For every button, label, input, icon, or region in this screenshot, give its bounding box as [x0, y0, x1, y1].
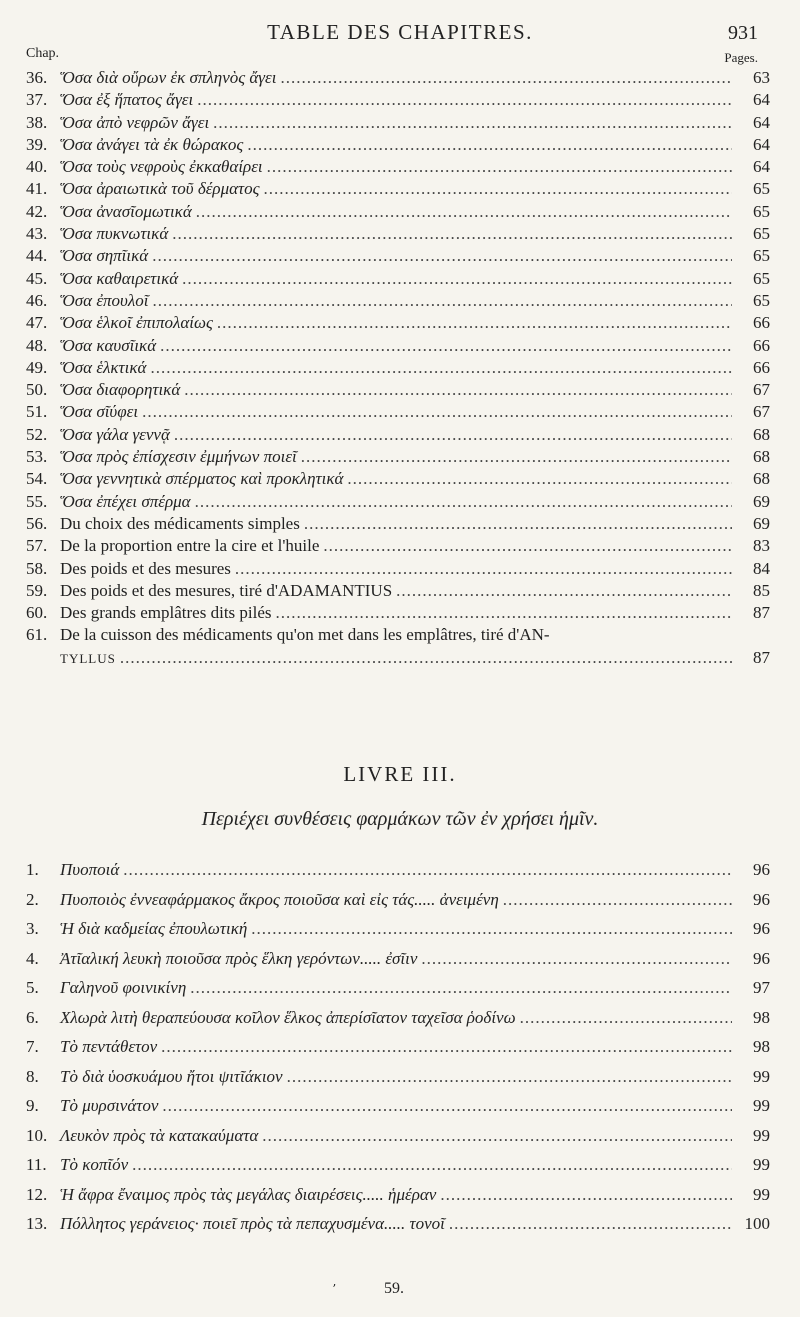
toc-number: 43.: [26, 224, 48, 244]
toc-number: 3.: [26, 919, 39, 938]
toc-page: 64: [753, 112, 770, 132]
toc-page: 99: [753, 1066, 770, 1086]
toc-book3: [26, 860, 770, 1244]
printer-mark: ʼ: [332, 1282, 336, 1296]
pages-label: Pages.: [724, 50, 758, 65]
toc-number: 36.: [26, 68, 48, 87]
toc-leader: [182, 269, 732, 289]
toc-page: 63: [753, 68, 770, 87]
toc-title: Ὅσα ἑλκοῖ ἐπιπολαίως: [60, 313, 213, 333]
toc-title: Τὸ μυρσινάτον: [60, 1096, 159, 1115]
toc-row: [26, 648, 770, 668]
toc-number: 41.: [26, 179, 48, 199]
toc-number: 4.: [26, 948, 39, 968]
toc-leader: [162, 1096, 732, 1116]
toc-title: Ὅσα διαφορητικά: [60, 380, 181, 400]
toc-number: 10.: [26, 1125, 48, 1145]
toc-title: Χλωρὰ λιτὴ θεραπεύουσα κοῖλον ἕλκος ἀπερίσῖατον ταχεῖσα ῥοδίνω: [60, 1007, 516, 1027]
toc-number: 2.: [26, 889, 39, 909]
toc-row: [26, 291, 770, 313]
toc-leader: [304, 514, 732, 534]
toc-leader: [120, 648, 732, 668]
toc-title: Ὅσα σῖύφει: [60, 402, 139, 422]
toc-number: 8.: [26, 1066, 39, 1086]
toc-title: Τὸ διὰ ὑοσκυάμου ἤτοι ψιτῖάκιον: [60, 1066, 283, 1086]
signature-mark: 59.: [384, 1280, 404, 1297]
toc-leader: [276, 603, 732, 623]
toc-title: Τὸ πεντάθετον: [60, 1037, 158, 1056]
toc-row: [26, 1155, 770, 1185]
toc-row: [26, 135, 770, 157]
toc-leader: [150, 358, 732, 378]
toc-page: 65: [753, 224, 770, 244]
toc-page: 65: [753, 179, 770, 199]
toc-page: 64: [753, 157, 770, 177]
toc-number: 5.: [26, 978, 39, 997]
toc-row: [26, 1067, 770, 1097]
toc-number: 46.: [26, 290, 48, 310]
toc-leader: [520, 1008, 732, 1028]
toc-number: 55.: [26, 491, 48, 511]
toc-number: 47.: [26, 313, 48, 333]
toc-title: Λευκὸν πρὸς τὰ κατακαύματα: [60, 1125, 259, 1145]
toc-page: 84: [753, 558, 770, 578]
toc-title: Ὅσα καυσῖικά: [60, 335, 157, 355]
toc-title: Τὸ κοπῖόν: [60, 1155, 129, 1174]
toc-row: [26, 469, 770, 491]
toc-title: Ὅσα πυκνωτικά: [60, 224, 169, 244]
toc-title: TYLLUS: [60, 651, 116, 666]
toc-page: 65: [753, 268, 770, 288]
toc-number: 39.: [26, 134, 48, 154]
toc-page: 83: [753, 536, 770, 556]
toc-leader: [213, 113, 732, 133]
toc-number: 37.: [26, 90, 48, 110]
toc-row: [26, 425, 770, 447]
toc-row: [26, 978, 770, 1008]
toc-number: 12.: [26, 1184, 48, 1204]
toc-title: Ὅσα γάλα γεννᾷ: [60, 424, 170, 444]
toc-title: Ὅσα διὰ οὔρων ἐκ σπληνὸς ἄγει: [60, 68, 277, 87]
toc-page: 66: [753, 335, 770, 355]
toc-leader: [217, 313, 732, 333]
toc-title: Ὅσα ἑλκτικά: [60, 357, 147, 377]
toc-row: [26, 402, 770, 424]
toc-title: Ὅσα ἀραιωτικὰ τοῦ δέρματος: [60, 179, 260, 199]
chap-label: Chap.: [26, 46, 60, 61]
toc-number: 57.: [26, 536, 48, 556]
toc-row: [26, 581, 770, 603]
toc-row: [26, 202, 770, 224]
toc-row: [26, 603, 770, 625]
toc-title: Ὅσα γεννητικὰ σπέρματος καὶ προκλητικά: [60, 469, 344, 489]
toc-leader: [196, 202, 732, 222]
toc-title: Πυοποιὸς ἐννεαφάρμακος ἄκρος ποιοῦσα καὶ εἰς τάς..... ἀνειμένη: [60, 889, 499, 909]
toc-leader: [264, 179, 732, 199]
toc-leader: [174, 425, 732, 445]
toc-title: Des grands emplâtres dits pilés: [60, 603, 272, 623]
toc-page: 99: [753, 1096, 770, 1115]
toc-page: 96: [753, 889, 770, 909]
toc-leader: [235, 559, 732, 579]
page-header: [0, 20, 800, 52]
book-subheading: Περιέχει συνθέσεις φαρμάκων τῶν ἐν χρήσει ἡμῖν.: [201, 808, 599, 830]
toc-page: 67: [753, 380, 770, 400]
toc-page: 66: [753, 313, 770, 333]
toc-book2: [26, 68, 770, 648]
toc-page: 85: [753, 580, 770, 600]
toc-number: 40.: [26, 157, 48, 177]
toc-row: [26, 358, 770, 380]
toc-row: [26, 1126, 770, 1156]
running-title: TABLE DES CHAPITRES.: [267, 20, 533, 44]
toc-row: [26, 949, 770, 979]
toc-row: [26, 157, 770, 179]
toc-page: 65: [753, 246, 770, 266]
toc-row: [26, 1037, 770, 1067]
toc-number: 58.: [26, 558, 48, 578]
toc-row: [26, 625, 770, 647]
toc-number: 9.: [26, 1096, 39, 1115]
toc-number: 52.: [26, 424, 48, 444]
toc-row: [26, 1214, 770, 1244]
toc-number: 42.: [26, 201, 48, 221]
toc-row: [26, 336, 770, 358]
toc-leader: [287, 1067, 732, 1087]
toc-number: 56.: [26, 513, 48, 533]
toc-page: 64: [753, 134, 770, 154]
toc-title: Ὅσα ἐξ ἥπατος ἄγει: [60, 90, 194, 110]
toc-page: 68: [753, 447, 770, 467]
toc-leader: [323, 536, 732, 556]
toc-title: Des poids et des mesures, tiré d'ADAMANTIUS: [60, 580, 393, 600]
toc-page: 87: [753, 603, 770, 623]
toc-leader: [123, 860, 732, 880]
toc-title: Ὅσα ἐπέχει σπέρμα: [60, 491, 191, 511]
toc-leader: [184, 380, 732, 400]
toc-number: 45.: [26, 268, 48, 288]
toc-page: 67: [753, 402, 770, 422]
toc-title: Ἡ ἄφρα ἔναιμος πρὸς τὰς μεγάλας διαιρέσεις..... ἡμέραν: [60, 1184, 437, 1204]
toc-row: [26, 313, 770, 335]
toc-page: 97: [753, 978, 770, 997]
toc-row: [26, 447, 770, 469]
toc-row: [26, 380, 770, 402]
toc-page: 69: [753, 513, 770, 533]
toc-page: 98: [753, 1037, 770, 1056]
toc-title: Ὅσα πρὸς ἐπίσχεσιν ἐμμήνων ποιεῖ: [60, 447, 297, 467]
toc-leader: [449, 1214, 732, 1234]
toc-leader: [301, 447, 732, 467]
toc-number: 51.: [26, 402, 48, 422]
toc-leader: [421, 949, 732, 969]
toc-leader: [396, 581, 732, 601]
toc-leader: [347, 469, 732, 489]
toc-row: [26, 90, 770, 112]
toc-row: [26, 860, 770, 890]
toc-title: Ἡ διὰ καδμείας ἐπουλωτική: [60, 919, 248, 938]
toc-number: 1.: [26, 860, 39, 879]
toc-number: 50.: [26, 380, 48, 400]
toc-leader: [160, 336, 732, 356]
toc-page: 69: [753, 491, 770, 511]
toc-page: 96: [753, 860, 770, 879]
toc-page: 68: [753, 469, 770, 489]
toc-leader: [440, 1185, 732, 1205]
toc-row: [26, 246, 770, 268]
toc-number: 6.: [26, 1007, 39, 1027]
toc-row: [26, 492, 770, 514]
toc-title: Πυοποιά: [60, 860, 120, 879]
toc-page: 87: [753, 648, 770, 667]
toc-page: 100: [744, 1214, 770, 1233]
toc-row: [26, 179, 770, 201]
toc-leader: [195, 492, 732, 512]
toc-row: [26, 919, 770, 949]
toc-page: 99: [753, 1125, 770, 1145]
toc-number: 13.: [26, 1214, 48, 1233]
toc-number: 48.: [26, 335, 48, 355]
toc-page: 98: [753, 1007, 770, 1027]
toc-number: 61.: [26, 625, 48, 645]
toc-leader: [267, 157, 732, 177]
toc-row: [26, 890, 770, 920]
toc-leader: [132, 1155, 732, 1175]
toc-leader: [247, 135, 732, 155]
toc-title: Γαληνοῦ φοινικίνη: [60, 978, 187, 997]
page-number: 931: [728, 22, 758, 44]
toc-page: 65: [753, 201, 770, 221]
toc-title: Ἀτῖαλική λευκὴ ποιοῦσα πρὸς ἕλκη γερόντων..... ἐσῖιν: [60, 948, 418, 968]
toc-leader: [503, 890, 732, 910]
toc-row: [26, 536, 770, 558]
toc-row: [26, 113, 770, 135]
toc-number: 53.: [26, 447, 48, 467]
toc-row: [26, 559, 770, 581]
toc-continuation: [26, 648, 770, 670]
toc-title: Du choix des médicaments simples: [60, 513, 300, 533]
toc-title: Des poids et des mesures: [60, 558, 231, 578]
toc-title: Ὅσα ἀνασῖομωτικά: [60, 201, 192, 221]
toc-page: 66: [753, 357, 770, 377]
toc-title: Ὅσα ἀπὸ νεφρῶν ἄγει: [60, 112, 210, 132]
toc-page: 96: [753, 919, 770, 938]
toc-title: Ὅσα ἀνάγει τὰ ἐκ θώρακος: [60, 134, 244, 154]
toc-leader: [280, 68, 732, 88]
toc-page: 64: [753, 90, 770, 110]
toc-title: De la cuisson des médicaments qu'on met dans les emplâtres, tiré d'AN-: [60, 625, 550, 645]
toc-page: 99: [753, 1155, 770, 1174]
toc-number: 54.: [26, 469, 48, 489]
toc-row: [26, 1096, 770, 1126]
toc-leader: [152, 291, 732, 311]
book-heading: LIVRE III.: [343, 762, 457, 786]
toc-number: 44.: [26, 246, 48, 266]
toc-number: 11.: [26, 1155, 47, 1174]
toc-row: [26, 224, 770, 246]
toc-page: 99: [753, 1184, 770, 1204]
toc-row: [26, 1185, 770, 1215]
toc-title: Ὅσα καθαιρετικά: [60, 268, 179, 288]
toc-leader: [161, 1037, 732, 1057]
toc-number: 7.: [26, 1037, 39, 1056]
toc-number: 59.: [26, 580, 48, 600]
toc-page: 96: [753, 948, 770, 968]
toc-number: 38.: [26, 112, 48, 132]
toc-leader: [172, 224, 732, 244]
toc-row: [26, 269, 770, 291]
toc-page: 68: [753, 424, 770, 444]
toc-leader: [142, 402, 732, 422]
toc-leader: [197, 90, 732, 110]
toc-title: Πόλλητος γεράνειος· ποιεῖ πρὸς τὰ πεπαχυσμένα..... τονοῖ: [60, 1214, 445, 1233]
toc-page: 65: [753, 290, 770, 310]
toc-row: [26, 68, 770, 90]
toc-number: 49.: [26, 357, 48, 377]
toc-leader: [190, 978, 732, 998]
toc-number: 60.: [26, 603, 48, 623]
toc-title: Ὅσα τοὺς νεφροὺς ἐκκαθαίρει: [60, 157, 263, 177]
toc-row: [26, 514, 770, 536]
toc-title: Ὅσα ἐπουλοῖ: [60, 290, 149, 310]
toc-leader: [251, 919, 732, 939]
toc-row: [26, 1008, 770, 1038]
toc-leader: [262, 1126, 732, 1146]
toc-title: De la proportion entre la cire et l'huile: [60, 536, 320, 556]
toc-leader: [152, 246, 732, 266]
toc-title: Ὅσα σηπῖικά: [60, 246, 149, 266]
